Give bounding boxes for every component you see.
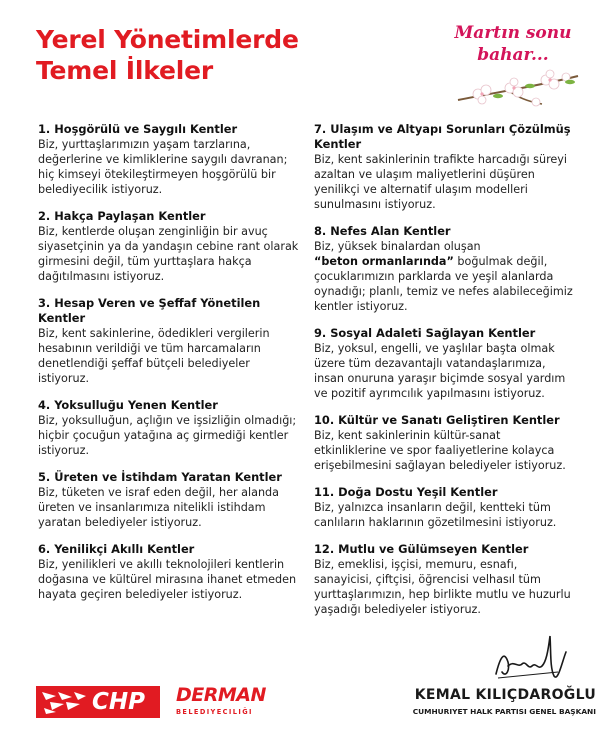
signatory-name: KEMAL KILIÇDAROĞLU — [414, 687, 596, 703]
principle-text: Biz, kentlerde oluşan zenginliğin bir avuç siyasetçinin ya da yandaşın cebine rant olarak girmesini değil, tüm yurttaşlara hakça dağıtılmasını istiyoruz. — [38, 225, 299, 283]
principle-heading: 2. Hakça Paylaşan Kentler — [38, 209, 206, 223]
campaign-brand — [438, 22, 588, 112]
principle-text: Biz, yoksul, engelli, ve yaşlılar başta olmak üzere tüm dezavantajlı vatandaşlarımıza, insan onuruna yaraşır biçimde sosyal yardım ve pozitif ayrımcılık yapılmasını istiyoruz. — [314, 342, 566, 400]
brand-slogan — [438, 22, 588, 66]
principle-text: Biz, kent sakinlerine, ödedikleri vergilerin hesabının verildiği ve tüm harcamaların denetlendiği şeffaf bütçeli belediyeler istiyoruz. — [38, 327, 270, 385]
title-line-1: Yerel Yönetimlerde — [36, 25, 299, 54]
principle-text: Biz, kent sakinlerinin trafikte harcadığı süreyi azaltan ve ulaşım maliyetlerini düşüren yenilikçi ve alternatif ulaşım modelleri sunulmasını istiyoruz. — [314, 153, 568, 211]
chp-wordmark: CHP — [92, 689, 145, 715]
brand-line-2: bahar... — [477, 45, 549, 65]
principle-heading: 9. Sosyal Adaleti Sağlayan Kentler — [314, 326, 536, 340]
principle-text: Biz, tüketen ve israf eden değil, her alanda üreten ve insanlarımıza nitelikli istihdam yaratan belediyeler istiyoruz. — [38, 486, 279, 529]
principle-text-emphasis: “beton ormanlarında” — [314, 255, 454, 268]
handwritten-signature-icon — [488, 622, 578, 688]
principle-item — [314, 413, 576, 473]
principle-heading: 7. Ulaşım ve Altyapı Sorunları Çözülmüş Kentler — [314, 122, 571, 151]
principle-item — [38, 296, 300, 386]
principle-heading: 10. Kültür ve Sanatı Geliştiren Kentler — [314, 413, 560, 427]
principle-item — [38, 398, 300, 458]
derman-wordmark: DERMAN — [176, 684, 266, 706]
principle-item — [38, 122, 300, 197]
principles-column-left — [38, 122, 300, 614]
principle-heading: 6. Yenilikçi Akıllı Kentler — [38, 542, 195, 556]
principle-heading: 1. Hoşgörülü ve Saygılı Kentler — [38, 122, 238, 136]
principle-item — [38, 209, 300, 284]
principle-text-after: boğulmak değil, çocuklarımızın parklarda ve yeşil alanlarda oynadığı; planlı, temiz ve nefes alabileceğimiz kentler istiyoruz. — [314, 255, 573, 313]
principle-item — [38, 470, 300, 530]
principle-heading: 3. Hesap Veren ve Şeffaf Yönetilen Kentler — [38, 296, 261, 325]
chp-logo — [36, 686, 160, 718]
principle-item — [314, 224, 576, 314]
principle-text: Biz, yoksulluğun, açlığın ve işsizliğin olmadığı; hiçbir çocuğun yatağına aç girmediği kentler istiyoruz. — [38, 414, 297, 457]
principle-text: Biz, yalnızca insanların değil, kentteki tüm canlıların haklarının gözetilmesini istiyoruz. — [314, 501, 557, 529]
principle-item — [314, 326, 576, 401]
principle-heading: 5. Üreten ve İstihdam Yaratan Kentler — [38, 470, 282, 484]
principle-heading: 8. Nefes Alan Kentler — [314, 224, 451, 238]
derman-logo — [176, 684, 266, 716]
principle-item — [314, 122, 576, 212]
principle-text-before: Biz, yüksek binalardan oluşan — [314, 240, 481, 253]
brand-line-1: Martın sonu — [454, 23, 572, 43]
principle-text: Biz, emeklisi, işçisi, memuru, esnafı, sanayicisi, çiftçisi, öğrencisi velhasıl tüm yurttaşlarımızın, hep birlikte mutlu ve huzurlu yaşadığı belediyeler istiyoruz. — [314, 558, 571, 616]
signatory-title: CUMHURIYET HALK PARTISI GENEL BAŞKANI — [412, 707, 596, 716]
six-arrows-icon — [40, 690, 88, 714]
principle-item — [314, 485, 576, 530]
principle-heading: 4. Yoksulluğu Yenen Kentler — [38, 398, 218, 412]
principle-heading: 12. Mutlu ve Gülümseyen Kentler — [314, 542, 529, 556]
principle-heading: 11. Doğa Dostu Yeşil Kentler — [314, 485, 498, 499]
principle-text: Biz, yurttaşlarımızın yaşam tarzlarına, değerlerine ve kimliklerine saygılı davranan; hiç kimseyi ötekileştirmeyen hoşgörülü bir belediyecilik istiyoruz. — [38, 138, 288, 196]
principle-text: Biz, yenilikleri ve akıllı teknolojileri kentlerin doğasına ve kültürel mirasına ihanet etmeden hayata geçiren belediyeler istiyoruz. — [38, 558, 297, 601]
derman-subtitle: BELEDIYECILIĞI — [176, 708, 253, 716]
principle-text: Biz, kent sakinlerinin kültür-sanat etkinliklerine ve spor faaliyetlerine kolayca erişebilmesini sağlayan belediyeler istiyoruz. — [314, 429, 566, 472]
title-line-2: Temel İlkeler — [36, 56, 214, 85]
principles-column-right — [314, 122, 576, 629]
principle-item — [38, 542, 300, 602]
principle-text — [314, 239, 576, 314]
principle-item — [314, 542, 576, 617]
page-title — [36, 24, 299, 86]
